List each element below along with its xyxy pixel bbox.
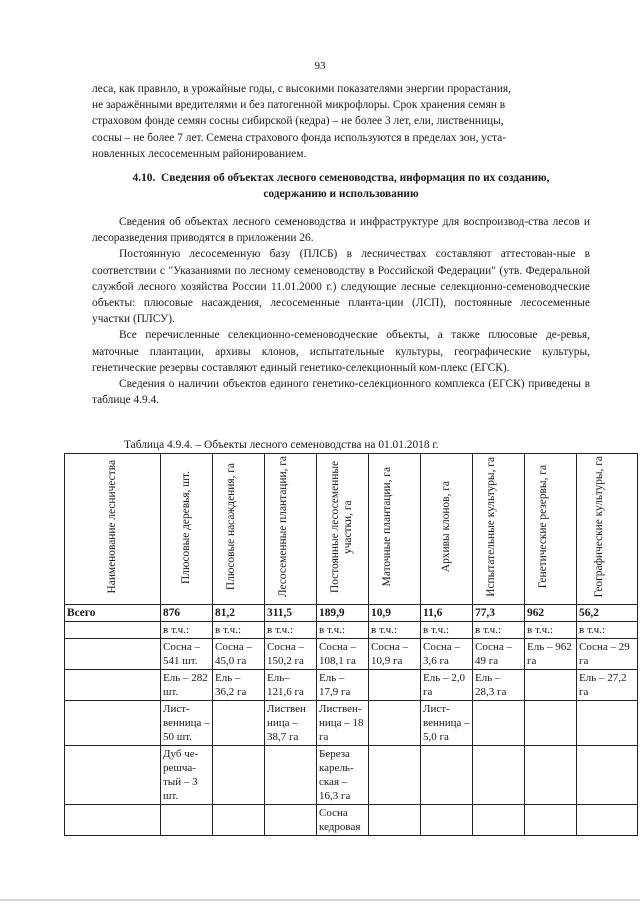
table-cell <box>369 805 421 836</box>
table-cell <box>577 805 638 836</box>
table-cell: Ель – 282 шт. <box>161 670 213 701</box>
table-cell: Сосна – 541 шт. <box>161 639 213 670</box>
header-cell: Архивы клонов, га <box>421 454 473 605</box>
table-cell <box>265 805 317 836</box>
table-cell: Лист-венница – 5,0 га <box>421 701 473 746</box>
table-caption: Таблица 4.9.4. – Объекты лесного семеноводства на 01.01.2018 г. <box>124 439 439 451</box>
table-cell: Ель– 121,6 га <box>265 670 317 701</box>
table-cell <box>577 746 638 805</box>
page-number: 93 <box>314 60 326 72</box>
table-cell: Сосна – 29 га <box>577 639 638 670</box>
table-cell: Сосна кедровая <box>317 805 369 836</box>
header-cell: Лесосеменные плантации, га <box>265 454 317 605</box>
table-total-row <box>65 605 638 622</box>
table-cell: Сосна – 49 га <box>473 639 525 670</box>
section-title-line1: Сведения об объектах лесного семеноводства, информация по их созданию, <box>161 172 550 184</box>
table-cell: Береза карель-ская – 16,3 га <box>317 746 369 805</box>
section-title-line2: содержанию и использованию <box>263 187 419 200</box>
section-heading <box>92 171 590 202</box>
table-cell: 77,3 <box>473 605 525 622</box>
table-cell: в т.ч.: <box>473 622 525 639</box>
table-row <box>65 639 638 670</box>
table-row <box>65 701 638 746</box>
section-number: 4.10. <box>132 172 156 184</box>
header-cell: Генетические резервы, га <box>525 454 577 605</box>
table-cell: Лист-венница – 50 шт. <box>161 701 213 746</box>
table-cell: 81,2 <box>213 605 265 622</box>
table-cell <box>65 639 161 670</box>
table-cell: Ель – 2,0 га <box>421 670 473 701</box>
table-cell <box>525 701 577 746</box>
table-cell: в т.ч.: <box>525 622 577 639</box>
table-cell: 56,2 <box>577 605 638 622</box>
table-cell <box>525 746 577 805</box>
body-text <box>92 214 590 408</box>
table-cell <box>65 670 161 701</box>
table-cell <box>213 746 265 805</box>
intro-line: не заражёнными вредителями и без патогенной микрофлоры. Срок хранения семян в <box>92 99 506 112</box>
intro-line: страховом фонде семян сосны сибирской (кедра) – не более 3 лет, ели, лиственницы, <box>92 115 504 128</box>
header-cell: Географические культуры, га <box>577 454 638 605</box>
table-cell: в т.ч.: <box>265 622 317 639</box>
paragraph: Постоянную лесосеменную базу (ПЛСБ) в лесничествах составляют аттестован-ные в соответствии с "Указаниями по лесному семеноводству в Российской Федерации" (утв. Федеральной службой лесного хозяйства России 11.01.2000 г.) следующие лесные селекционно-семеноводческие объекты: плюсовые насаждения, лесосеменные планта-ции (ЛСП), постоянные лесосеменные участки (ПЛСУ). <box>92 248 590 326</box>
paragraph: Все перечисленные селекционно-семеноводческие объекты, а также плюсовые де-ревья, маточные плантации, архивы клонов, испытательные культуры, географические культуры, генетические резервы составляют единый генетико-селекционный ком-плекс (ЕГСК). <box>92 329 590 374</box>
table-cell <box>65 701 161 746</box>
table-row <box>65 746 638 805</box>
header-cell: Испытательные культуры, га <box>473 454 525 605</box>
table-cell: 189,9 <box>317 605 369 622</box>
table-cell: Ель – 28,3 га <box>473 670 525 701</box>
table-row <box>65 805 638 836</box>
table-cell <box>525 670 577 701</box>
table-cell <box>421 746 473 805</box>
paragraph: Сведения о наличии объектов единого генетико-селекционного комплекса (ЕГСК) приведены в таблице 4.9.4. <box>92 378 590 407</box>
table-cell: 11,6 <box>421 605 473 622</box>
table-cell <box>369 746 421 805</box>
table-cell <box>213 701 265 746</box>
table-cell <box>265 746 317 805</box>
header-cell: Наименование лесничества <box>65 454 161 605</box>
table-cell: Сосна – 10,9 га <box>369 639 421 670</box>
paragraph: Сведения об объектах лесного семеноводства и инфраструктуре для воспроизвод-ства лесов и лесоразведения приводятся в приложении 26. <box>92 216 590 245</box>
table-cell: Ель – 17,9 га <box>317 670 369 701</box>
table-cell: 10,9 <box>369 605 421 622</box>
table-cell <box>421 805 473 836</box>
table-cell <box>525 805 577 836</box>
table-row <box>65 622 638 639</box>
table-cell: Дуб че-решча-тый – 3 шт. <box>161 746 213 805</box>
table-cell <box>65 805 161 836</box>
table-cell: 962 <box>525 605 577 622</box>
table-cell: в т.ч.: <box>161 622 213 639</box>
table-cell: Ель – 27,2 га <box>577 670 638 701</box>
table-cell <box>473 746 525 805</box>
intro-line: сосны – не более 7 лет. Семена страхового фонда используются в пределах зон, уста- <box>92 131 506 144</box>
table-cell <box>369 701 421 746</box>
table-cell: Сосна – 45,0 га <box>213 639 265 670</box>
table-cell: в т.ч.: <box>577 622 638 639</box>
header-cell: Маточные плантации, га <box>369 454 421 605</box>
table-cell: Сосна – 108,1 га <box>317 639 369 670</box>
table-cell <box>577 701 638 746</box>
intro-line: новленных лесосеменным районированием. <box>92 147 307 160</box>
table-cell: Сосна – 3,6 га <box>421 639 473 670</box>
table-cell: в т.ч.: <box>317 622 369 639</box>
table-cell: Ель – 36,2 га <box>213 670 265 701</box>
header-cell: Плюсовые насаждения, га <box>213 454 265 605</box>
table-cell <box>65 622 161 639</box>
table-cell: Ель – 962 га <box>525 639 577 670</box>
table-cell <box>65 746 161 805</box>
intro-line: леса, как правило, в урожайные годы, с высокими показателями энергии прорастания, <box>92 83 511 95</box>
table-header-row <box>65 454 638 605</box>
table-cell <box>473 701 525 746</box>
table-cell: в т.ч.: <box>369 622 421 639</box>
table-cell: 876 <box>161 605 213 622</box>
table-cell <box>213 805 265 836</box>
table-cell: Всего <box>65 605 161 622</box>
table-row <box>65 670 638 701</box>
intro-text <box>92 81 590 162</box>
table-cell <box>473 805 525 836</box>
header-cell: Постоянные лесосеменные участки, га <box>317 454 369 605</box>
table-cell: в т.ч.: <box>213 622 265 639</box>
seed-objects-table <box>64 453 638 836</box>
table-cell: Листвен ница – 38,7 га <box>265 701 317 746</box>
header-cell: Плюсовые деревья, шт. <box>161 454 213 605</box>
table-cell: Листвен-ница – 18 га <box>317 701 369 746</box>
table-cell: 311,5 <box>265 605 317 622</box>
table-cell: Сосна – 150,2 га <box>265 639 317 670</box>
table-cell <box>161 805 213 836</box>
scan-edge <box>0 899 640 901</box>
table-cell <box>369 670 421 701</box>
table-cell: в т.ч.: <box>421 622 473 639</box>
